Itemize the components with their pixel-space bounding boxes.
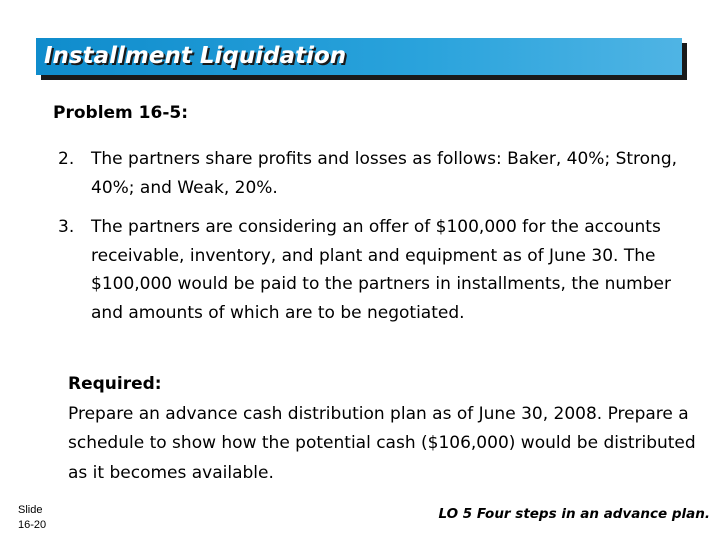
- slide-label: Slide: [18, 504, 43, 516]
- item-text: The partners share profits and losses as follows: Baker, 40%; Strong, 40%; and Weak, 20%.: [91, 149, 678, 198]
- required-section: [68, 370, 708, 488]
- page-title: Installment Liquidation: [44, 43, 347, 69]
- problem-label: Problem 16-5:: [53, 103, 189, 123]
- slide-number-value: 16-20: [18, 519, 47, 531]
- required-text: Prepare an advance cash distribution plan as of June 30, 2008. Prepare a schedule to show how the potential cash ($106,000) would be distributed as it becomes available.: [68, 403, 696, 483]
- slide-number: [18, 503, 58, 533]
- footer-objective: LO 5 Four steps in an advance plan.: [438, 506, 710, 522]
- item-text: The partners are considering an offer of $100,000 for the accounts receivable, inventory, and plant and equipment as of June 30. The $100,000 would be paid to the partners in installments, the number and amounts of which are to be negotiated.: [91, 217, 671, 323]
- list-item: [58, 213, 698, 327]
- list-item: [58, 145, 698, 202]
- required-label: Required:: [68, 374, 162, 394]
- item-number: 3.: [58, 217, 75, 237]
- item-number: 2.: [58, 149, 75, 169]
